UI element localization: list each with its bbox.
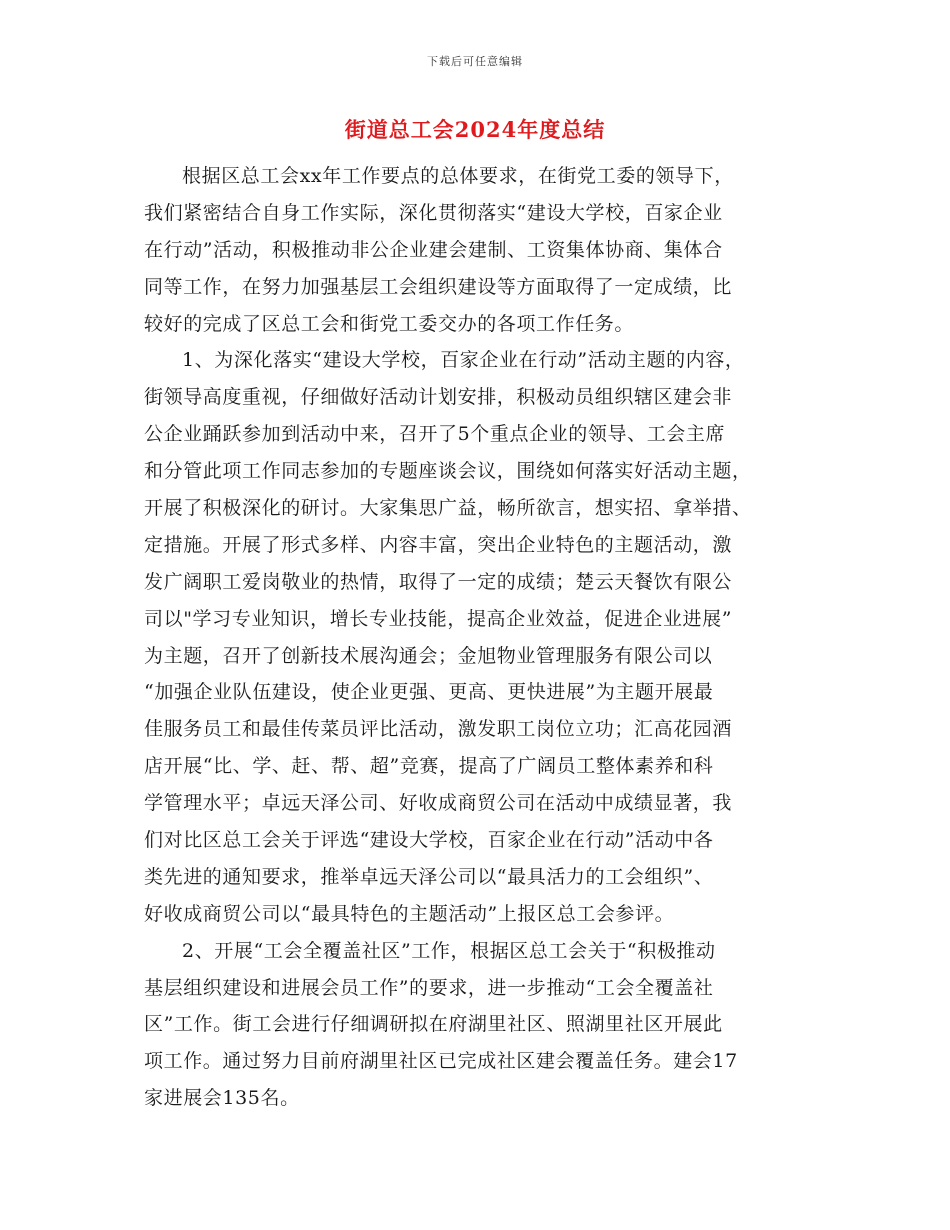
paragraph-section-2 [144,933,834,1117]
paragraph-line: 定措施。开展了形式多样、内容丰富，突出企业特色的主题活动，激 [144,533,733,556]
paragraph-line: 基层组织建设和进展会员工作”的要求，进一步推动“工会全覆盖社 [144,976,714,999]
paragraph-line: 学管理水平；卓远天泽公司、好收成商贸公司在活动中成绩显著，我 [144,792,733,815]
paragraph-line: 区”工作。街工会进行仔细调研拟在府湖里社区、照湖里社区开展此 [144,1013,723,1036]
paragraph-line: 公企业踊跃参加到活动中来，召开了5个重点企业的领导、工会主席 [144,423,726,446]
paragraph-line: 佳服务员工和最佳传菜员评比活动，激发职工岗位立功；汇高花园酒 [144,718,733,741]
paragraph-line: 司以"学习专业知识，增长专业技能，提高企业效益，促进企业进展” [144,607,733,630]
paragraph-line: 街领导高度重视，仔细做好活动计划安排，积极动员组织辖区建会非 [144,386,733,409]
document-title: 街道总工会2024年度总结 [344,117,606,142]
paragraph-intro [144,158,834,342]
paragraph-line: 1、为深化落实“建设大学校，百家企业在行动”活动主题的内容， [182,349,745,372]
paragraph-line: 我们紧密结合自身工作实际，深化贯彻落实“建设大学校，百家企业 [144,201,723,224]
paragraph-line: “加强企业队伍建设，使企业更强、更高、更快进展”为主题开展最 [144,681,714,704]
paragraph-line: 类先进的通知要求，推举卓远天泽公司以“最具活力的工会组织”、 [144,865,714,888]
paragraph-line: 开展了积极深化的研讨。大家集思广益，畅所欲言，想实招、拿举措、 [144,497,752,520]
paragraph-line: 为主题，召开了创新技术展沟通会；金旭物业管理服务有限公司以 [144,644,713,667]
paragraph-line: 在行动”活动，积极推动非公企业建会建制、工资集体协商、集体合 [144,238,723,261]
paragraph-line: 家进展会135名。 [144,1087,300,1110]
paragraph-line: 和分管此项工作同志参加的专题座谈会议，围绕如何落实好活动主题， [144,460,752,483]
paragraph-line: 根据区总工会xx年工作要点的总体要求，在街党工委的领导下， [182,165,734,187]
paragraph-line: 项工作。通过努力目前府湖里社区已完成社区建会覆盖任务。建会17 [144,1050,738,1073]
paragraph-line: 2、开展“工会全覆盖社区”工作，根据区总工会关于“积极推动 [182,939,716,962]
paragraph-section-1 [144,342,834,932]
paragraph-line: 同等工作，在努力加强基层工会组织建设等方面取得了一定成绩，比 [144,275,733,298]
paragraph-line: 好收成商贸公司以“最具特色的主题活动”上报区总工会参评。 [144,902,675,925]
document-body [144,158,834,1117]
paragraph-line: 店开展“比、学、赶、帮、超”竞赛，提高了广阔员工整体素养和科 [144,755,714,778]
header-note: 下载后可任意编辑 [427,55,523,68]
paragraph-line: 们对比区总工会关于评选“建设大学校，百家企业在行动”活动中各 [144,829,714,852]
paragraph-line: 较好的完成了区总工会和街党工委交办的各项工作任务。 [144,312,635,335]
paragraph-line: 发广阔职工爱岗敬业的热情，取得了一定的成绩；楚云天餐饮有限公 [144,570,733,593]
